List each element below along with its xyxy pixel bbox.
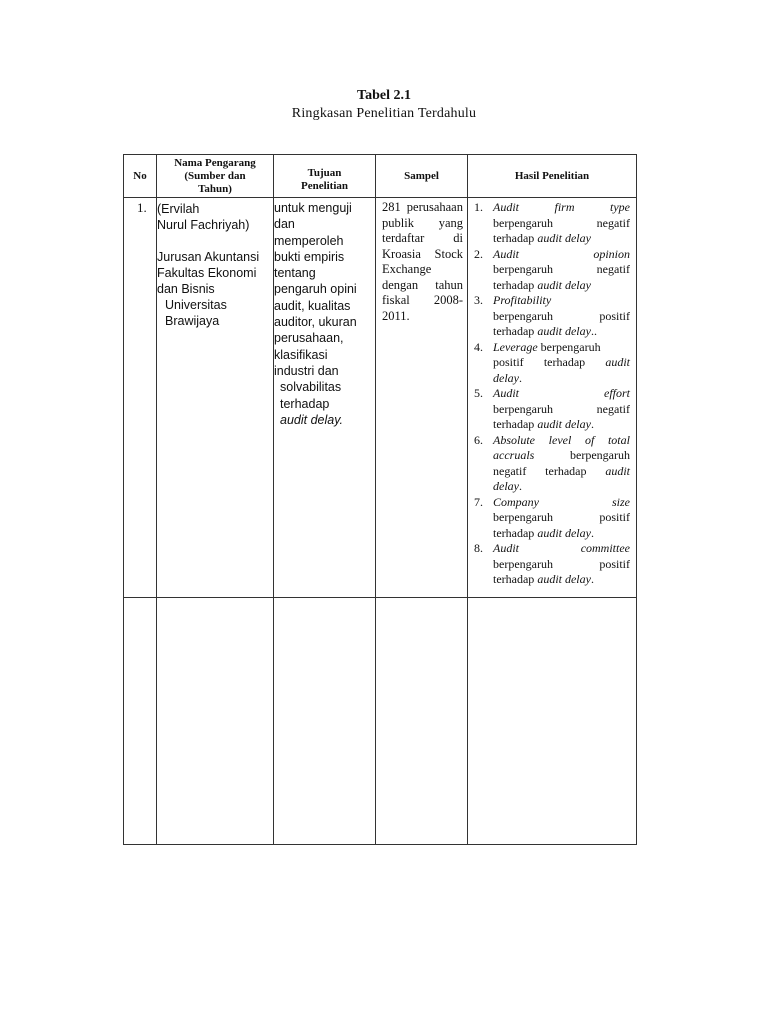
table-title: Tabel 2.1 bbox=[357, 88, 411, 103]
cell-empty-tujuan bbox=[274, 598, 376, 845]
header-row bbox=[124, 155, 637, 198]
cell-empty-no bbox=[124, 598, 157, 845]
cell-tujuan: untuk menguji dan memperoleh bukti empiris tentang pengaruh opini audit, kualitas auditor, ukuran perusahaan, klasifikasi industri dan solvabilitas terhadap audit delay. bbox=[274, 198, 376, 598]
header-no: No bbox=[124, 155, 157, 198]
list-item: 3. Profitability berpengaruh positif terhadap audit delay.. bbox=[474, 293, 630, 338]
list-item: 8. Audit committee berpengaruh positif terhadap audit delay. bbox=[474, 541, 630, 586]
table-row-empty bbox=[124, 598, 637, 845]
cell-empty-sampel bbox=[376, 598, 468, 845]
cell-sampel: 281 perusahaan publik yang terdaftar di Kroasia Stock Exchange dengan tahun fiskal 2008-2011. bbox=[376, 198, 468, 598]
cell-empty-hasil bbox=[468, 598, 637, 845]
cell-no: 1. bbox=[124, 198, 157, 598]
cell-hasil bbox=[468, 198, 637, 598]
header-tujuan: Tujuan Penelitian bbox=[274, 155, 376, 198]
research-summary-table bbox=[123, 154, 637, 845]
hasil-list bbox=[474, 200, 630, 588]
list-item: 4. Leverage berpengaruh positif terhadap audit delay. bbox=[474, 339, 630, 385]
header-hasil: Hasil Penelitian bbox=[468, 155, 637, 198]
cell-nama-pengarang: (Ervilah Nurul Fachriyah) Jurusan Akuntansi Fakultas Ekonomi dan Bisnis Universitas Brawijaya bbox=[157, 198, 274, 598]
cell-empty-nama bbox=[157, 598, 274, 845]
table-subtitle: Ringkasan Penelitian Terdahulu bbox=[291, 106, 477, 121]
header-sampel: Sampel bbox=[376, 155, 468, 198]
list-item: 5. Audit effort berpengaruh negatif terhadap audit delay. bbox=[474, 386, 630, 431]
list-item: 1. Audit firm type berpengaruh negatif terhadap audit delay bbox=[474, 200, 630, 245]
table-row bbox=[124, 198, 637, 598]
header-nama-pengarang: Nama Pengarang (Sumber dan Tahun) bbox=[157, 155, 274, 198]
list-item: 2. Audit opinion berpengaruh negatif terhadap audit delay bbox=[474, 246, 630, 292]
list-item: 7. Company size berpengaruh positif terhadap audit delay. bbox=[474, 494, 630, 540]
list-item: 6. Absolute level of total accruals berpengaruh negatif terhadap audit delay. bbox=[474, 432, 630, 493]
